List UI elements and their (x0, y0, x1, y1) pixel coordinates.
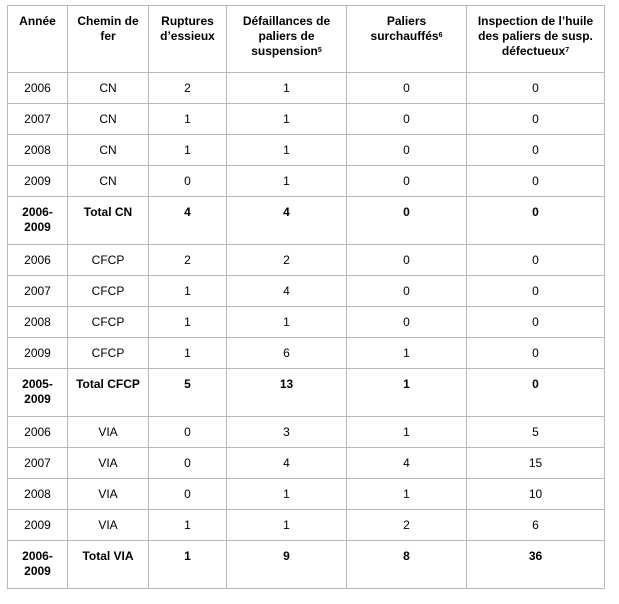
cell-ruptures: 0 (149, 417, 227, 448)
cell-paliers: 4 (347, 448, 467, 479)
cell-chemin: Total CFCP (68, 369, 149, 417)
cell-defaillances: 1 (227, 135, 347, 166)
cell-annee: 2009 (8, 510, 68, 541)
cell-annee: 2006 (8, 245, 68, 276)
cell-defaillances: 1 (227, 166, 347, 197)
cell-paliers: 1 (347, 338, 467, 369)
cell-annee: 2009 (8, 338, 68, 369)
cell-annee: 2007 (8, 276, 68, 307)
cell-annee: 2008 (8, 479, 68, 510)
cell-ruptures: 1 (149, 276, 227, 307)
table-row (8, 104, 605, 135)
cell-annee: 2008 (8, 307, 68, 338)
cell-inspection: 0 (467, 135, 605, 166)
cell-paliers: 8 (347, 541, 467, 589)
header-inspection (467, 6, 605, 73)
cell-chemin: CN (68, 166, 149, 197)
bearing-failures-table (7, 5, 605, 589)
cell-ruptures: 0 (149, 166, 227, 197)
table-row (8, 73, 605, 104)
cell-paliers: 0 (347, 104, 467, 135)
header-row (8, 6, 605, 73)
table-body (8, 73, 605, 589)
cell-chemin: VIA (68, 479, 149, 510)
cell-paliers: 1 (347, 479, 467, 510)
cell-chemin: Total CN (68, 197, 149, 245)
cell-inspection: 10 (467, 479, 605, 510)
cell-inspection: 0 (467, 369, 605, 417)
table-row (8, 245, 605, 276)
cell-inspection: 6 (467, 510, 605, 541)
cell-chemin: CN (68, 104, 149, 135)
table-row (8, 307, 605, 338)
table-row (8, 276, 605, 307)
cell-ruptures: 1 (149, 510, 227, 541)
table-row (8, 510, 605, 541)
cell-defaillances: 1 (227, 510, 347, 541)
header-chemin: Chemin de fer (68, 6, 149, 73)
cell-defaillances: 3 (227, 417, 347, 448)
cell-inspection: 0 (467, 307, 605, 338)
table-row (8, 135, 605, 166)
header-ruptures: Ruptures d’essieux (149, 6, 227, 73)
cell-inspection: 36 (467, 541, 605, 589)
cell-defaillances: 2 (227, 245, 347, 276)
cell-chemin: CFCP (68, 245, 149, 276)
cell-ruptures: 2 (149, 73, 227, 104)
cell-inspection: 0 (467, 197, 605, 245)
cell-annee: 2006 (8, 73, 68, 104)
total-row (8, 369, 605, 417)
cell-paliers: 1 (347, 417, 467, 448)
cell-defaillances: 6 (227, 338, 347, 369)
cell-defaillances: 4 (227, 276, 347, 307)
cell-defaillances: 1 (227, 479, 347, 510)
table-row (8, 166, 605, 197)
cell-annee: 2006-2009 (8, 541, 68, 589)
total-row (8, 541, 605, 589)
cell-ruptures: 2 (149, 245, 227, 276)
footnote-5: 5 (317, 47, 322, 54)
header-defaillances (227, 6, 347, 73)
cell-annee: 2006-2009 (8, 197, 68, 245)
cell-chemin: CN (68, 73, 149, 104)
cell-paliers: 0 (347, 73, 467, 104)
cell-ruptures: 1 (149, 338, 227, 369)
cell-annee: 2005-2009 (8, 369, 68, 417)
header-annee: Année (8, 6, 68, 73)
cell-annee: 2008 (8, 135, 68, 166)
table-row (8, 479, 605, 510)
cell-defaillances: 1 (227, 73, 347, 104)
cell-paliers: 1 (347, 369, 467, 417)
total-row (8, 197, 605, 245)
cell-defaillances: 4 (227, 197, 347, 245)
cell-inspection: 0 (467, 166, 605, 197)
cell-paliers: 0 (347, 276, 467, 307)
cell-ruptures: 4 (149, 197, 227, 245)
cell-annee: 2009 (8, 166, 68, 197)
cell-chemin: VIA (68, 448, 149, 479)
cell-ruptures: 1 (149, 104, 227, 135)
cell-annee: 2007 (8, 448, 68, 479)
cell-paliers: 0 (347, 197, 467, 245)
table-row (8, 338, 605, 369)
cell-chemin: CFCP (68, 307, 149, 338)
cell-defaillances: 1 (227, 307, 347, 338)
table-row (8, 417, 605, 448)
cell-paliers: 0 (347, 135, 467, 166)
cell-ruptures: 1 (149, 135, 227, 166)
cell-inspection: 0 (467, 245, 605, 276)
cell-chemin: VIA (68, 510, 149, 541)
cell-paliers: 0 (347, 166, 467, 197)
cell-paliers: 0 (347, 307, 467, 338)
cell-inspection: 0 (467, 104, 605, 135)
cell-defaillances: 9 (227, 541, 347, 589)
footnote-6: 6 (438, 32, 443, 39)
cell-chemin: CFCP (68, 338, 149, 369)
cell-annee: 2006 (8, 417, 68, 448)
cell-ruptures: 1 (149, 307, 227, 338)
cell-ruptures: 5 (149, 369, 227, 417)
cell-paliers: 2 (347, 510, 467, 541)
cell-chemin: CFCP (68, 276, 149, 307)
cell-ruptures: 1 (149, 541, 227, 589)
cell-chemin: CN (68, 135, 149, 166)
header-paliers-label: Paliers surchauffés (370, 14, 439, 43)
header-inspection-label: Inspection de l’huile des paliers de susp. défectueux (477, 14, 594, 58)
cell-ruptures: 0 (149, 479, 227, 510)
header-defaillances-label: Défaillances de paliers de suspension (242, 14, 331, 58)
cell-inspection: 0 (467, 73, 605, 104)
cell-inspection: 15 (467, 448, 605, 479)
footnote-7: 7 (565, 47, 570, 54)
cell-defaillances: 13 (227, 369, 347, 417)
cell-inspection: 0 (467, 338, 605, 369)
table-row (8, 448, 605, 479)
cell-ruptures: 0 (149, 448, 227, 479)
cell-chemin: VIA (68, 417, 149, 448)
header-paliers (347, 6, 467, 73)
cell-paliers: 0 (347, 245, 467, 276)
cell-annee: 2007 (8, 104, 68, 135)
cell-defaillances: 4 (227, 448, 347, 479)
cell-defaillances: 1 (227, 104, 347, 135)
cell-chemin: Total VIA (68, 541, 149, 589)
cell-inspection: 0 (467, 276, 605, 307)
cell-inspection: 5 (467, 417, 605, 448)
